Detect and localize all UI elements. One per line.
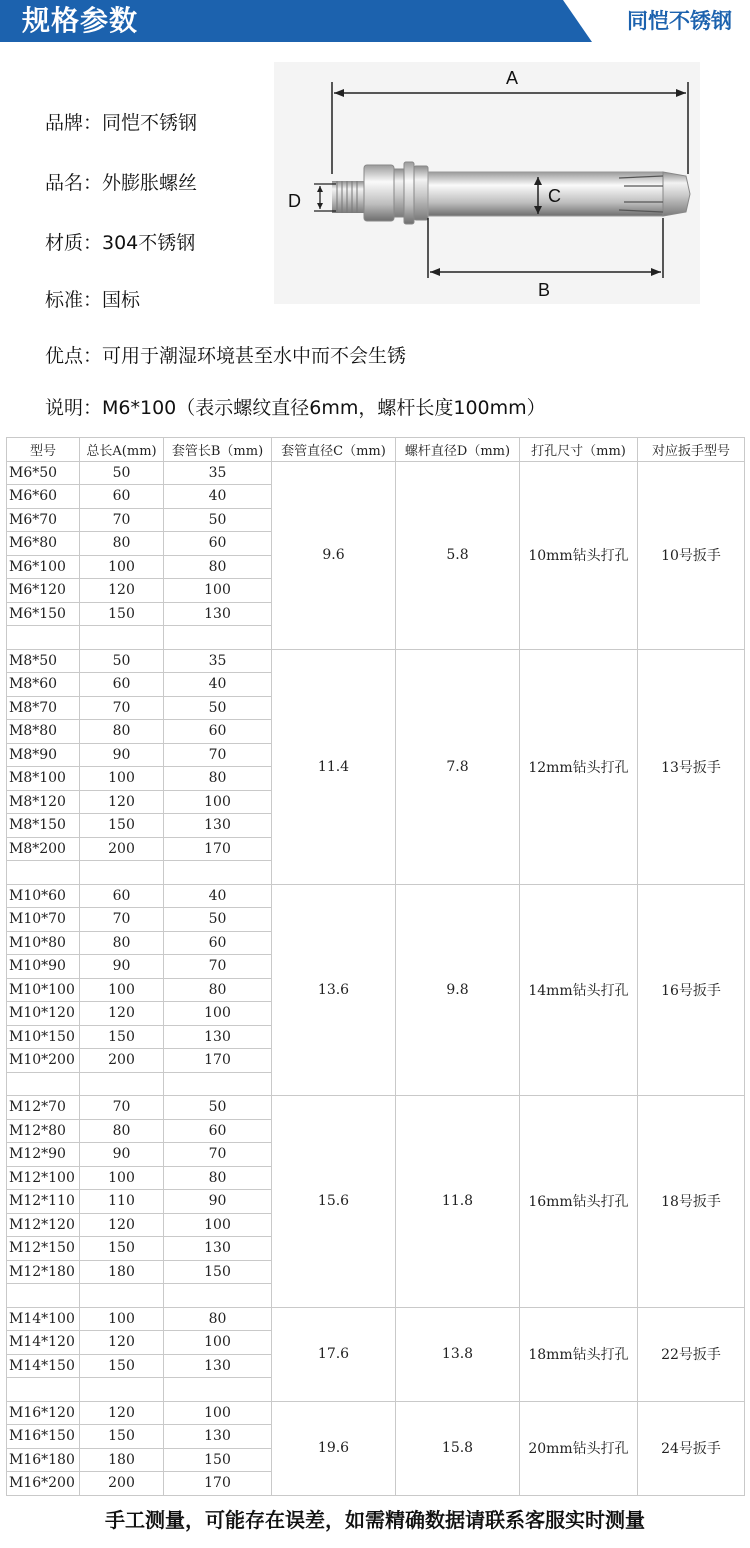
bolt-dimension-diagram: [274, 62, 700, 304]
hole-size-cell: 14mm钻头打孔: [520, 884, 638, 1096]
rod-diameter-cell: 9.8: [396, 884, 520, 1096]
sleeve-length-cell: 70: [164, 955, 272, 979]
spacer-cell: [80, 1284, 164, 1308]
spacer-cell: [80, 861, 164, 885]
total-length-cell: 180: [80, 1448, 164, 1472]
total-length-cell: 200: [80, 1049, 164, 1073]
total-length-cell: 90: [80, 743, 164, 767]
model-cell: M10*80: [7, 931, 80, 955]
total-length-cell: 80: [80, 720, 164, 744]
table-row: [7, 461, 745, 485]
model-cell: M10*200: [7, 1049, 80, 1073]
model-cell: M8*200: [7, 837, 80, 861]
table-row: [7, 1096, 745, 1120]
banner-title: 规格参数: [22, 4, 139, 37]
sleeve-length-cell: 70: [164, 743, 272, 767]
model-cell: M6*50: [7, 461, 80, 485]
sleeve-length-cell: 130: [164, 814, 272, 838]
spacer-cell: [7, 861, 80, 885]
sleeve-length-cell: 35: [164, 461, 272, 485]
wrench-cell: 16号扳手: [638, 884, 745, 1096]
total-length-cell: 200: [80, 837, 164, 861]
total-length-cell: 70: [80, 908, 164, 932]
model-cell: M6*60: [7, 485, 80, 509]
header-banner: [0, 0, 750, 42]
model-cell: M8*50: [7, 649, 80, 673]
sleeve-length-cell: 80: [164, 767, 272, 791]
hole-size-cell: 20mm钻头打孔: [520, 1401, 638, 1495]
rod-diameter-cell: 11.8: [396, 1096, 520, 1308]
model-cell: M16*120: [7, 1401, 80, 1425]
model-cell: M8*150: [7, 814, 80, 838]
model-cell: M6*150: [7, 602, 80, 626]
spec-product-name: 品名：外膨胀螺丝: [45, 172, 198, 194]
sleeve-diameter-cell: 11.4: [272, 649, 396, 884]
model-cell: M8*120: [7, 790, 80, 814]
hole-size-cell: 10mm钻头打孔: [520, 461, 638, 649]
wrench-cell: 22号扳手: [638, 1307, 745, 1401]
total-length-cell: 70: [80, 508, 164, 532]
dimension-d: [288, 184, 336, 211]
model-cell: M6*120: [7, 579, 80, 603]
wrench-cell: 24号扳手: [638, 1401, 745, 1495]
model-cell: M14*120: [7, 1331, 80, 1355]
sleeve-diameter-cell: 9.6: [272, 461, 396, 649]
model-cell: M12*120: [7, 1213, 80, 1237]
spacer-cell: [164, 1072, 272, 1096]
total-length-cell: 100: [80, 1307, 164, 1331]
total-length-cell: 150: [80, 1237, 164, 1261]
spacer-cell: [164, 626, 272, 650]
total-length-cell: 110: [80, 1190, 164, 1214]
sleeve-diameter-cell: 17.6: [272, 1307, 396, 1401]
model-cell: M12*100: [7, 1166, 80, 1190]
sleeve-length-cell: 35: [164, 649, 272, 673]
spec-table: [6, 437, 745, 1496]
total-length-cell: 90: [80, 955, 164, 979]
model-cell: M12*150: [7, 1237, 80, 1261]
model-cell: M10*90: [7, 955, 80, 979]
sleeve-length-cell: 60: [164, 532, 272, 556]
total-length-cell: 120: [80, 790, 164, 814]
spacer-cell: [164, 1284, 272, 1308]
total-length-cell: 80: [80, 532, 164, 556]
sleeve-length-cell: 70: [164, 1143, 272, 1167]
sleeve-length-cell: 60: [164, 1119, 272, 1143]
total-length-cell: 150: [80, 814, 164, 838]
spec-standard: 标准：国标: [45, 289, 141, 311]
total-length-cell: 100: [80, 978, 164, 1002]
total-length-cell: 50: [80, 461, 164, 485]
sleeve-length-cell: 100: [164, 579, 272, 603]
rod-diameter-cell: 13.8: [396, 1307, 520, 1401]
dimension-a: [332, 68, 688, 174]
rod-diameter-cell: 5.8: [396, 461, 520, 649]
total-length-cell: 150: [80, 1354, 164, 1378]
model-cell: M12*70: [7, 1096, 80, 1120]
header-wrench: 对应扳手型号: [638, 438, 745, 462]
bolt-illustration: [274, 62, 700, 304]
sleeve-length-cell: 50: [164, 508, 272, 532]
model-cell: M16*180: [7, 1448, 80, 1472]
header-rod-diameter: 螺杆直径D（mm): [396, 438, 520, 462]
header-model: 型号: [7, 438, 80, 462]
model-cell: M8*60: [7, 673, 80, 697]
hole-size-cell: 16mm钻头打孔: [520, 1096, 638, 1308]
sleeve-length-cell: 130: [164, 1425, 272, 1449]
sleeve-length-cell: 60: [164, 720, 272, 744]
sleeve-length-cell: 100: [164, 1213, 272, 1237]
sleeve-length-cell: 50: [164, 696, 272, 720]
sleeve-length-cell: 80: [164, 978, 272, 1002]
spacer-cell: [164, 1378, 272, 1402]
total-length-cell: 100: [80, 767, 164, 791]
total-length-cell: 50: [80, 649, 164, 673]
wrench-cell: 13号扳手: [638, 649, 745, 884]
total-length-cell: 80: [80, 931, 164, 955]
banner-brand: 同恺不锈钢: [627, 9, 732, 33]
model-cell: M6*80: [7, 532, 80, 556]
table-header-row: [7, 438, 745, 462]
total-length-cell: 120: [80, 1331, 164, 1355]
sleeve-length-cell: 40: [164, 485, 272, 509]
total-length-cell: 150: [80, 1025, 164, 1049]
spec-advantage: 优点：可用于潮湿环境甚至水中而不会生锈: [45, 345, 407, 367]
sleeve-length-cell: 150: [164, 1448, 272, 1472]
sleeve-length-cell: 80: [164, 1307, 272, 1331]
table-row: [7, 884, 745, 908]
sleeve-diameter-cell: 15.6: [272, 1096, 396, 1308]
total-length-cell: 70: [80, 696, 164, 720]
sleeve-length-cell: 100: [164, 1002, 272, 1026]
total-length-cell: 120: [80, 1401, 164, 1425]
table-row: [7, 1307, 745, 1331]
total-length-cell: 100: [80, 555, 164, 579]
label-b: B: [537, 280, 551, 300]
model-cell: M8*90: [7, 743, 80, 767]
total-length-cell: 120: [80, 579, 164, 603]
sleeve-length-cell: 40: [164, 884, 272, 908]
sleeve-diameter-cell: 13.6: [272, 884, 396, 1096]
header-sleeve-diameter: 套管直径C（mm): [272, 438, 396, 462]
model-cell: M16*150: [7, 1425, 80, 1449]
spacer-cell: [164, 861, 272, 885]
sleeve-length-cell: 50: [164, 1096, 272, 1120]
table-body: [7, 461, 745, 1495]
sleeve-length-cell: 170: [164, 837, 272, 861]
hole-size-cell: 18mm钻头打孔: [520, 1307, 638, 1401]
total-length-cell: 90: [80, 1143, 164, 1167]
rod-diameter-cell: 15.8: [396, 1401, 520, 1495]
total-length-cell: 120: [80, 1002, 164, 1026]
sleeve-length-cell: 100: [164, 1331, 272, 1355]
wrench-cell: 10号扳手: [638, 461, 745, 649]
model-cell: M8*100: [7, 767, 80, 791]
total-length-cell: 80: [80, 1119, 164, 1143]
model-cell: M14*150: [7, 1354, 80, 1378]
header-total-length: 总长A(mm): [80, 438, 164, 462]
model-cell: M10*60: [7, 884, 80, 908]
model-cell: M10*100: [7, 978, 80, 1002]
sleeve-length-cell: 50: [164, 908, 272, 932]
label-a: A: [505, 68, 519, 88]
total-length-cell: 150: [80, 602, 164, 626]
wrench-cell: 18号扳手: [638, 1096, 745, 1308]
spacer-cell: [7, 626, 80, 650]
hole-size-cell: 12mm钻头打孔: [520, 649, 638, 884]
sleeve-length-cell: 150: [164, 1260, 272, 1284]
sleeve-length-cell: 130: [164, 1354, 272, 1378]
label-d: D: [288, 191, 301, 211]
spec-brand: 品牌：同恺不锈钢: [45, 112, 198, 134]
total-length-cell: 200: [80, 1472, 164, 1496]
model-cell: M8*80: [7, 720, 80, 744]
model-cell: M12*80: [7, 1119, 80, 1143]
spacer-cell: [7, 1378, 80, 1402]
model-cell: M14*100: [7, 1307, 80, 1331]
header-sleeve-length: 套管长B（mm): [164, 438, 272, 462]
model-cell: M12*110: [7, 1190, 80, 1214]
model-cell: M6*70: [7, 508, 80, 532]
bolt-body: [332, 162, 690, 224]
sleeve-length-cell: 130: [164, 1025, 272, 1049]
model-cell: M8*70: [7, 696, 80, 720]
model-cell: M10*150: [7, 1025, 80, 1049]
spacer-cell: [80, 1378, 164, 1402]
sleeve-length-cell: 170: [164, 1472, 272, 1496]
spec-material: 材质：304不锈钢: [45, 232, 196, 254]
sleeve-length-cell: 100: [164, 1401, 272, 1425]
spacer-cell: [7, 1072, 80, 1096]
sleeve-length-cell: 80: [164, 1166, 272, 1190]
label-c: C: [548, 186, 561, 206]
model-cell: M16*200: [7, 1472, 80, 1496]
total-length-cell: 150: [80, 1425, 164, 1449]
model-cell: M10*70: [7, 908, 80, 932]
table-row: [7, 649, 745, 673]
total-length-cell: 60: [80, 884, 164, 908]
dimension-b: [428, 218, 663, 300]
total-length-cell: 70: [80, 1096, 164, 1120]
sleeve-length-cell: 40: [164, 673, 272, 697]
sleeve-length-cell: 130: [164, 1237, 272, 1261]
header-hole-size: 打孔尺寸（mm): [520, 438, 638, 462]
sleeve-length-cell: 90: [164, 1190, 272, 1214]
model-cell: M12*180: [7, 1260, 80, 1284]
sleeve-length-cell: 170: [164, 1049, 272, 1073]
spacer-cell: [7, 1284, 80, 1308]
sleeve-length-cell: 60: [164, 931, 272, 955]
spec-note: 说明：M6*100（表示螺纹直径6mm，螺杆长度100mm）: [45, 397, 546, 419]
model-cell: M10*120: [7, 1002, 80, 1026]
table-row: [7, 1401, 745, 1425]
rod-diameter-cell: 7.8: [396, 649, 520, 884]
total-length-cell: 100: [80, 1166, 164, 1190]
sleeve-diameter-cell: 19.6: [272, 1401, 396, 1495]
spacer-cell: [80, 626, 164, 650]
sleeve-length-cell: 130: [164, 602, 272, 626]
total-length-cell: 120: [80, 1213, 164, 1237]
sleeve-length-cell: 100: [164, 790, 272, 814]
measurement-disclaimer: 手工测量，可能存在误差，如需精确数据请联系客服实时测量: [105, 1508, 645, 1532]
model-cell: M12*90: [7, 1143, 80, 1167]
total-length-cell: 180: [80, 1260, 164, 1284]
spacer-cell: [80, 1072, 164, 1096]
sleeve-length-cell: 80: [164, 555, 272, 579]
model-cell: M6*100: [7, 555, 80, 579]
total-length-cell: 60: [80, 673, 164, 697]
total-length-cell: 60: [80, 485, 164, 509]
